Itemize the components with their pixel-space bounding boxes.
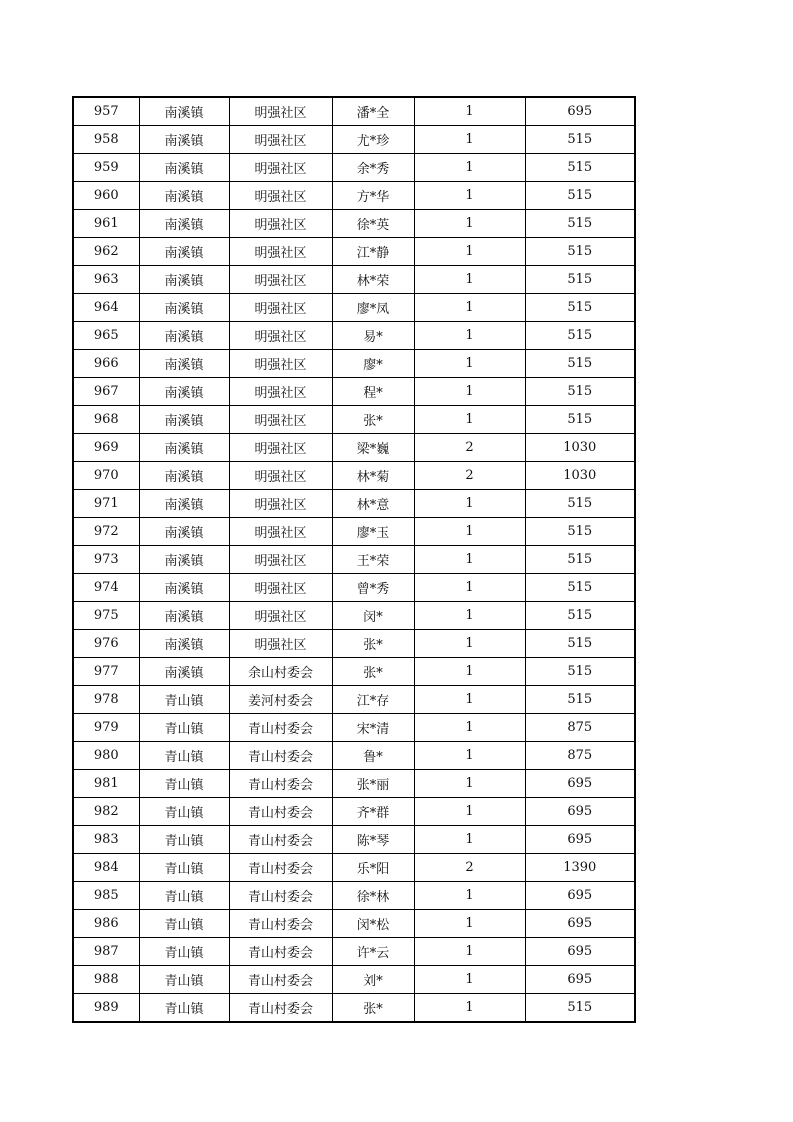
name-cell: 齐*群 [332, 798, 414, 826]
community-cell: 明强社区 [229, 406, 332, 434]
name-cell: 刘* [332, 966, 414, 994]
row-number-cell: 971 [73, 490, 139, 518]
count-cell: 1 [414, 294, 525, 322]
community-cell: 青山村委会 [229, 854, 332, 882]
count-cell: 1 [414, 518, 525, 546]
amount-cell: 1030 [525, 462, 635, 490]
count-cell: 1 [414, 910, 525, 938]
row-number-cell: 983 [73, 826, 139, 854]
row-number-cell: 967 [73, 378, 139, 406]
table-row [73, 658, 635, 686]
community-cell: 青山村委会 [229, 742, 332, 770]
town-cell: 南溪镇 [139, 210, 229, 238]
town-cell: 青山镇 [139, 910, 229, 938]
count-cell: 1 [414, 798, 525, 826]
town-cell: 南溪镇 [139, 546, 229, 574]
row-number-cell: 957 [73, 97, 139, 126]
count-cell: 1 [414, 742, 525, 770]
count-cell: 1 [414, 630, 525, 658]
name-cell: 林*荣 [332, 266, 414, 294]
name-cell: 廖*凤 [332, 294, 414, 322]
amount-cell: 515 [525, 630, 635, 658]
community-cell: 青山村委会 [229, 994, 332, 1023]
table-body [73, 97, 635, 1022]
community-cell: 明强社区 [229, 322, 332, 350]
amount-cell: 515 [525, 406, 635, 434]
town-cell: 南溪镇 [139, 294, 229, 322]
name-cell: 宋*清 [332, 714, 414, 742]
count-cell: 2 [414, 462, 525, 490]
town-cell: 南溪镇 [139, 97, 229, 126]
name-cell: 张* [332, 658, 414, 686]
table-row [73, 770, 635, 798]
community-cell: 青山村委会 [229, 910, 332, 938]
community-cell: 明强社区 [229, 546, 332, 574]
community-cell: 青山村委会 [229, 938, 332, 966]
row-number-cell: 975 [73, 602, 139, 630]
amount-cell: 515 [525, 686, 635, 714]
table-row [73, 350, 635, 378]
name-cell: 张*丽 [332, 770, 414, 798]
amount-cell: 515 [525, 546, 635, 574]
amount-cell: 515 [525, 154, 635, 182]
table-row [73, 154, 635, 182]
name-cell: 张* [332, 406, 414, 434]
count-cell: 1 [414, 154, 525, 182]
town-cell: 青山镇 [139, 966, 229, 994]
community-cell: 明强社区 [229, 490, 332, 518]
table-row [73, 854, 635, 882]
table-row [73, 322, 635, 350]
count-cell: 1 [414, 938, 525, 966]
table-row [73, 994, 635, 1023]
amount-cell: 695 [525, 798, 635, 826]
town-cell: 南溪镇 [139, 490, 229, 518]
amount-cell: 875 [525, 714, 635, 742]
row-number-cell: 972 [73, 518, 139, 546]
amount-cell: 515 [525, 490, 635, 518]
name-cell: 方*华 [332, 182, 414, 210]
row-number-cell: 974 [73, 574, 139, 602]
community-cell: 余山村委会 [229, 658, 332, 686]
name-cell: 梁*巍 [332, 434, 414, 462]
name-cell: 闵* [332, 602, 414, 630]
table-row [73, 938, 635, 966]
name-cell: 闵*松 [332, 910, 414, 938]
amount-cell: 515 [525, 602, 635, 630]
town-cell: 青山镇 [139, 686, 229, 714]
community-cell: 明强社区 [229, 630, 332, 658]
count-cell: 1 [414, 406, 525, 434]
row-number-cell: 980 [73, 742, 139, 770]
row-number-cell: 987 [73, 938, 139, 966]
community-cell: 明强社区 [229, 182, 332, 210]
community-cell: 明强社区 [229, 154, 332, 182]
community-cell: 明强社区 [229, 378, 332, 406]
name-cell: 江*存 [332, 686, 414, 714]
table-row [73, 686, 635, 714]
table-row [73, 798, 635, 826]
community-cell: 青山村委会 [229, 826, 332, 854]
town-cell: 青山镇 [139, 770, 229, 798]
town-cell: 青山镇 [139, 742, 229, 770]
town-cell: 南溪镇 [139, 574, 229, 602]
table-row [73, 490, 635, 518]
amount-cell: 695 [525, 97, 635, 126]
amount-cell: 515 [525, 238, 635, 266]
table-row [73, 462, 635, 490]
table-row [73, 266, 635, 294]
name-cell: 尤*珍 [332, 126, 414, 154]
table-row [73, 826, 635, 854]
amount-cell: 875 [525, 742, 635, 770]
count-cell: 1 [414, 686, 525, 714]
amount-cell: 695 [525, 966, 635, 994]
amount-cell: 695 [525, 826, 635, 854]
row-number-cell: 982 [73, 798, 139, 826]
amount-cell: 695 [525, 770, 635, 798]
name-cell: 江*静 [332, 238, 414, 266]
count-cell: 2 [414, 434, 525, 462]
count-cell: 1 [414, 238, 525, 266]
town-cell: 南溪镇 [139, 322, 229, 350]
town-cell: 青山镇 [139, 938, 229, 966]
name-cell: 程* [332, 378, 414, 406]
name-cell: 廖* [332, 350, 414, 378]
amount-cell: 1390 [525, 854, 635, 882]
name-cell: 许*云 [332, 938, 414, 966]
table-row [73, 238, 635, 266]
community-cell: 明强社区 [229, 126, 332, 154]
town-cell: 南溪镇 [139, 182, 229, 210]
row-number-cell: 965 [73, 322, 139, 350]
amount-cell: 515 [525, 350, 635, 378]
town-cell: 南溪镇 [139, 154, 229, 182]
table-row [73, 602, 635, 630]
town-cell: 南溪镇 [139, 462, 229, 490]
row-number-cell: 969 [73, 434, 139, 462]
row-number-cell: 966 [73, 350, 139, 378]
row-number-cell: 963 [73, 266, 139, 294]
community-cell: 明强社区 [229, 518, 332, 546]
count-cell: 1 [414, 126, 525, 154]
community-cell: 明强社区 [229, 434, 332, 462]
community-cell: 明强社区 [229, 97, 332, 126]
name-cell: 张* [332, 630, 414, 658]
community-cell: 明强社区 [229, 238, 332, 266]
amount-cell: 515 [525, 210, 635, 238]
row-number-cell: 964 [73, 294, 139, 322]
name-cell: 余*秀 [332, 154, 414, 182]
table-row [73, 378, 635, 406]
town-cell: 南溪镇 [139, 238, 229, 266]
town-cell: 南溪镇 [139, 266, 229, 294]
amount-cell: 515 [525, 126, 635, 154]
count-cell: 1 [414, 826, 525, 854]
count-cell: 1 [414, 994, 525, 1023]
table-row [73, 97, 635, 126]
row-number-cell: 977 [73, 658, 139, 686]
amount-cell: 515 [525, 378, 635, 406]
table-row [73, 126, 635, 154]
row-number-cell: 960 [73, 182, 139, 210]
row-number-cell: 989 [73, 994, 139, 1023]
count-cell: 1 [414, 966, 525, 994]
amount-cell: 1030 [525, 434, 635, 462]
count-cell: 1 [414, 658, 525, 686]
count-cell: 2 [414, 854, 525, 882]
amount-cell: 515 [525, 518, 635, 546]
town-cell: 南溪镇 [139, 434, 229, 462]
name-cell: 鲁* [332, 742, 414, 770]
community-cell: 青山村委会 [229, 714, 332, 742]
amount-cell: 515 [525, 294, 635, 322]
name-cell: 林*菊 [332, 462, 414, 490]
town-cell: 青山镇 [139, 994, 229, 1023]
name-cell: 陈*琴 [332, 826, 414, 854]
table-row [73, 574, 635, 602]
row-number-cell: 988 [73, 966, 139, 994]
row-number-cell: 981 [73, 770, 139, 798]
count-cell: 1 [414, 490, 525, 518]
town-cell: 青山镇 [139, 882, 229, 910]
row-number-cell: 962 [73, 238, 139, 266]
row-number-cell: 976 [73, 630, 139, 658]
table-row [73, 714, 635, 742]
row-number-cell: 978 [73, 686, 139, 714]
count-cell: 1 [414, 770, 525, 798]
count-cell: 1 [414, 882, 525, 910]
community-cell: 明强社区 [229, 210, 332, 238]
community-cell: 青山村委会 [229, 882, 332, 910]
row-number-cell: 958 [73, 126, 139, 154]
table-row [73, 742, 635, 770]
count-cell: 1 [414, 378, 525, 406]
table-row [73, 434, 635, 462]
town-cell: 南溪镇 [139, 406, 229, 434]
town-cell: 南溪镇 [139, 350, 229, 378]
count-cell: 1 [414, 210, 525, 238]
row-number-cell: 979 [73, 714, 139, 742]
community-cell: 青山村委会 [229, 770, 332, 798]
community-cell: 明强社区 [229, 602, 332, 630]
town-cell: 青山镇 [139, 826, 229, 854]
community-cell: 姜河村委会 [229, 686, 332, 714]
count-cell: 1 [414, 182, 525, 210]
town-cell: 南溪镇 [139, 126, 229, 154]
community-cell: 明强社区 [229, 294, 332, 322]
row-number-cell: 973 [73, 546, 139, 574]
row-number-cell: 986 [73, 910, 139, 938]
table-row [73, 210, 635, 238]
count-cell: 1 [414, 714, 525, 742]
count-cell: 1 [414, 266, 525, 294]
table-row [73, 910, 635, 938]
table-row [73, 966, 635, 994]
name-cell: 易* [332, 322, 414, 350]
count-cell: 1 [414, 602, 525, 630]
row-number-cell: 959 [73, 154, 139, 182]
amount-cell: 515 [525, 266, 635, 294]
community-cell: 青山村委会 [229, 966, 332, 994]
row-number-cell: 984 [73, 854, 139, 882]
town-cell: 南溪镇 [139, 602, 229, 630]
amount-cell: 515 [525, 658, 635, 686]
count-cell: 1 [414, 97, 525, 126]
table-row [73, 518, 635, 546]
town-cell: 青山镇 [139, 798, 229, 826]
row-number-cell: 970 [73, 462, 139, 490]
name-cell: 潘*全 [332, 97, 414, 126]
name-cell: 徐*英 [332, 210, 414, 238]
community-cell: 明强社区 [229, 462, 332, 490]
name-cell: 张* [332, 994, 414, 1023]
amount-cell: 515 [525, 182, 635, 210]
name-cell: 乐*阳 [332, 854, 414, 882]
community-cell: 青山村委会 [229, 798, 332, 826]
count-cell: 1 [414, 546, 525, 574]
amount-cell: 695 [525, 882, 635, 910]
name-cell: 徐*林 [332, 882, 414, 910]
amount-cell: 695 [525, 938, 635, 966]
table-row [73, 882, 635, 910]
row-number-cell: 985 [73, 882, 139, 910]
row-number-cell: 961 [73, 210, 139, 238]
town-cell: 青山镇 [139, 714, 229, 742]
data-table [72, 96, 636, 1023]
amount-cell: 515 [525, 574, 635, 602]
name-cell: 曾*秀 [332, 574, 414, 602]
count-cell: 1 [414, 322, 525, 350]
town-cell: 南溪镇 [139, 630, 229, 658]
table-row [73, 630, 635, 658]
count-cell: 1 [414, 350, 525, 378]
community-cell: 明强社区 [229, 574, 332, 602]
table-row [73, 406, 635, 434]
community-cell: 明强社区 [229, 266, 332, 294]
row-number-cell: 968 [73, 406, 139, 434]
amount-cell: 695 [525, 910, 635, 938]
town-cell: 南溪镇 [139, 658, 229, 686]
amount-cell: 515 [525, 994, 635, 1023]
town-cell: 南溪镇 [139, 378, 229, 406]
count-cell: 1 [414, 574, 525, 602]
table-row [73, 294, 635, 322]
community-cell: 明强社区 [229, 350, 332, 378]
town-cell: 南溪镇 [139, 518, 229, 546]
name-cell: 廖*玉 [332, 518, 414, 546]
table-row [73, 182, 635, 210]
table-row [73, 546, 635, 574]
amount-cell: 515 [525, 322, 635, 350]
name-cell: 林*意 [332, 490, 414, 518]
town-cell: 青山镇 [139, 854, 229, 882]
name-cell: 王*荣 [332, 546, 414, 574]
